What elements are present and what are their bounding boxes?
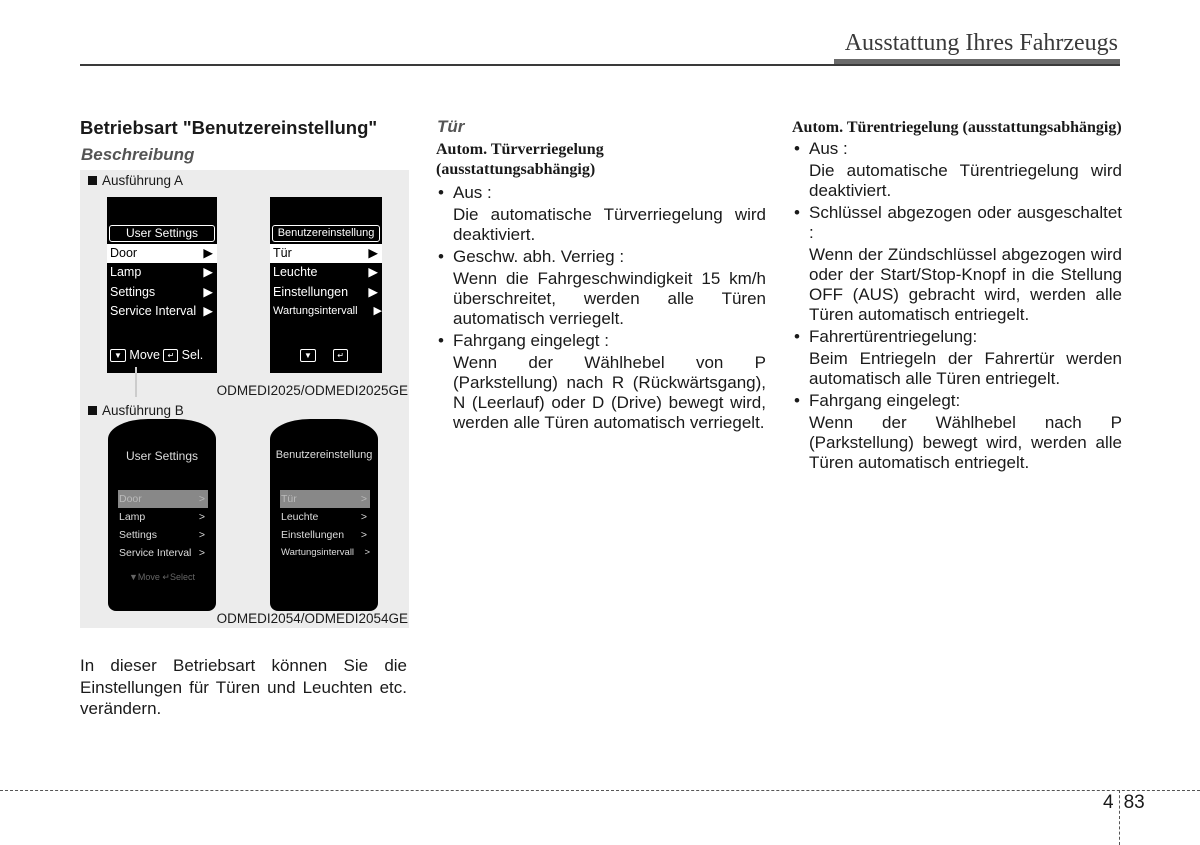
arrow-right-icon: ▶: [203, 265, 213, 279]
chevron-right-icon: >: [198, 493, 205, 505]
screen-a-english: [107, 197, 217, 373]
bullet-icon: •: [794, 391, 800, 410]
lock-subheading: Autom. Türverriegelung (ausstattungsabhängig): [436, 141, 604, 178]
menu-item-tuer: Tür ▶: [270, 244, 382, 263]
unlock-subheading: Autom. Türentriegelung (ausstattungsabhängig): [792, 119, 1122, 136]
screen-footer: ▼ Move ↵ Sel.: [110, 348, 203, 362]
section-title: Betriebsart "Benutzereinstellung": [80, 117, 378, 138]
item-desc: Die automatische Türentriegelung wird deaktiviert.: [809, 161, 1122, 200]
item-label: Schlüssel abgezogen oder ausgeschaltet :: [809, 203, 1122, 242]
screen-title: Benutzereinstellung: [275, 449, 373, 461]
list-item: [792, 327, 1122, 389]
menu-item-settings: Settings ▶: [107, 283, 217, 302]
item-label: Fahrgang eingelegt :: [453, 331, 609, 350]
menu-item-door: Door ▶: [107, 244, 217, 263]
figure-a-code: ODMEDI2025/ODMEDI2025GE: [216, 383, 408, 398]
screen-b-english: [108, 419, 216, 611]
square-bullet-icon: [88, 176, 97, 185]
list-item: [792, 203, 1122, 325]
list-item: [436, 183, 766, 245]
section-subtitle: Beschreibung: [81, 145, 195, 164]
chevron-right-icon: >: [360, 511, 367, 523]
enter-icon: ↵: [333, 349, 348, 362]
figure-version-a: [80, 170, 409, 400]
item-label: Geschw. abh. Verrieg :: [453, 247, 625, 266]
screen-divider: [135, 367, 137, 397]
list-item: [792, 139, 1122, 201]
bullet-icon: •: [794, 139, 800, 158]
bullet-icon: •: [438, 183, 444, 202]
enter-icon: ↵: [163, 349, 178, 362]
intro-paragraph: In dieser Betriebsart können Sie die Einstellungen für Türen und Leuchten etc. verändern.: [80, 656, 407, 718]
chevron-right-icon: >: [198, 529, 205, 541]
bullet-icon: •: [438, 247, 444, 266]
page-number: 4 83: [1103, 792, 1145, 813]
lock-section: [436, 140, 766, 433]
chevron-right-icon: >: [360, 529, 367, 541]
figure-a-caption: Ausführung A: [88, 173, 183, 188]
item-label: Fahrertürentriegelung:: [809, 327, 978, 346]
item-desc: Wenn die Fahrgeschwindigkeit 15 km/h überschreitet, werden alle Türen automatisch verriegelt.: [453, 269, 766, 328]
menu-item-einstellungen: Einstellungen >: [280, 526, 370, 544]
menu-item-leuchte: Leuchte >: [280, 508, 370, 526]
tuer-heading: Tür: [437, 117, 465, 136]
figure-b-code: ODMEDI2054/ODMEDI2054GE: [216, 611, 408, 626]
header-rule: [80, 64, 1120, 66]
menu-item-leuchte: Leuchte ▶: [270, 263, 382, 282]
arrow-right-icon: ▶: [373, 305, 382, 317]
arrow-right-icon: ▶: [203, 285, 213, 299]
arrow-right-icon: ▶: [203, 246, 213, 260]
unlock-section: [792, 118, 1122, 473]
arrow-right-icon: ▶: [368, 265, 378, 279]
item-desc: Wenn der Wählhebel nach P (Parkstellung) bewegt wird, werden alle Türen automatisch entriegelt.: [809, 413, 1122, 472]
page-header-title: Ausstattung Ihres Fahrzeugs: [844, 30, 1118, 56]
screen-footer: [300, 348, 348, 362]
chevron-right-icon: >: [198, 511, 205, 523]
menu-item-service-interval: Service Interval >: [118, 544, 208, 562]
screen-title: User Settings: [125, 449, 199, 463]
item-desc: Wenn der Wählhebel von P (Parkstellung) nach R (Rückwärtsgang), N (Leerlauf) oder D (Drive) bewegt wird, werden alle Türen automatisch verriegelt.: [453, 353, 766, 432]
list-item: [792, 391, 1122, 473]
figure-b-caption: Ausführung B: [88, 403, 184, 418]
list-item: [436, 331, 766, 433]
screen-footer: ▼Move ↵Select: [129, 572, 195, 582]
bullet-icon: •: [794, 203, 800, 222]
screen-a-german: [270, 197, 382, 373]
menu-item-einstellungen: Einstellungen ▶: [270, 283, 382, 302]
item-label: Aus :: [453, 183, 492, 202]
chevron-right-icon: >: [364, 547, 370, 558]
arrow-right-icon: ▶: [203, 304, 213, 318]
item-label: Fahrgang eingelegt:: [809, 391, 961, 410]
screen-title: Benutzereinstellung: [272, 225, 380, 242]
down-arrow-icon: ▼: [110, 349, 126, 362]
square-bullet-icon: [88, 406, 97, 415]
item-desc: Beim Entriegeln der Fahrertür werden automatisch alle Türen entriegelt.: [809, 349, 1122, 388]
arrow-right-icon: ▶: [368, 285, 378, 299]
item-desc: Die automatische Türverriegelung wird deaktiviert.: [453, 205, 766, 244]
menu-item-door: Door >: [118, 490, 208, 508]
arrow-right-icon: ▶: [368, 246, 378, 260]
menu-item-tuer: Tür >: [280, 490, 370, 508]
list-item: [436, 247, 766, 329]
down-arrow-icon: ▼: [300, 349, 316, 362]
menu-item-lamp: Lamp >: [118, 508, 208, 526]
menu-item-settings: Settings >: [118, 526, 208, 544]
chevron-right-icon: >: [360, 493, 367, 505]
item-label: Aus :: [809, 139, 848, 158]
menu-item-lamp: Lamp ▶: [107, 263, 217, 282]
footer-dashed-rule: [0, 790, 1200, 791]
menu-item-service-interval: Service Interval ▶: [107, 302, 217, 321]
screen-b-german: [270, 419, 378, 611]
bullet-icon: •: [794, 327, 800, 346]
figure-version-b: [80, 400, 409, 628]
item-desc: Wenn der Zündschlüssel abgezogen wird oder der Start/Stop-Knopf in die Stellung OFF (AUS) gebracht wird, werden alle Türen automatisch entriegelt.: [809, 245, 1122, 324]
menu-item-wartungsintervall: Wartungsintervall >: [280, 544, 370, 562]
chevron-right-icon: >: [198, 547, 205, 559]
menu-item-wartungsintervall: Wartungsintervall ▶: [270, 302, 382, 321]
screen-title: User Settings: [109, 225, 215, 242]
bullet-icon: •: [438, 331, 444, 350]
